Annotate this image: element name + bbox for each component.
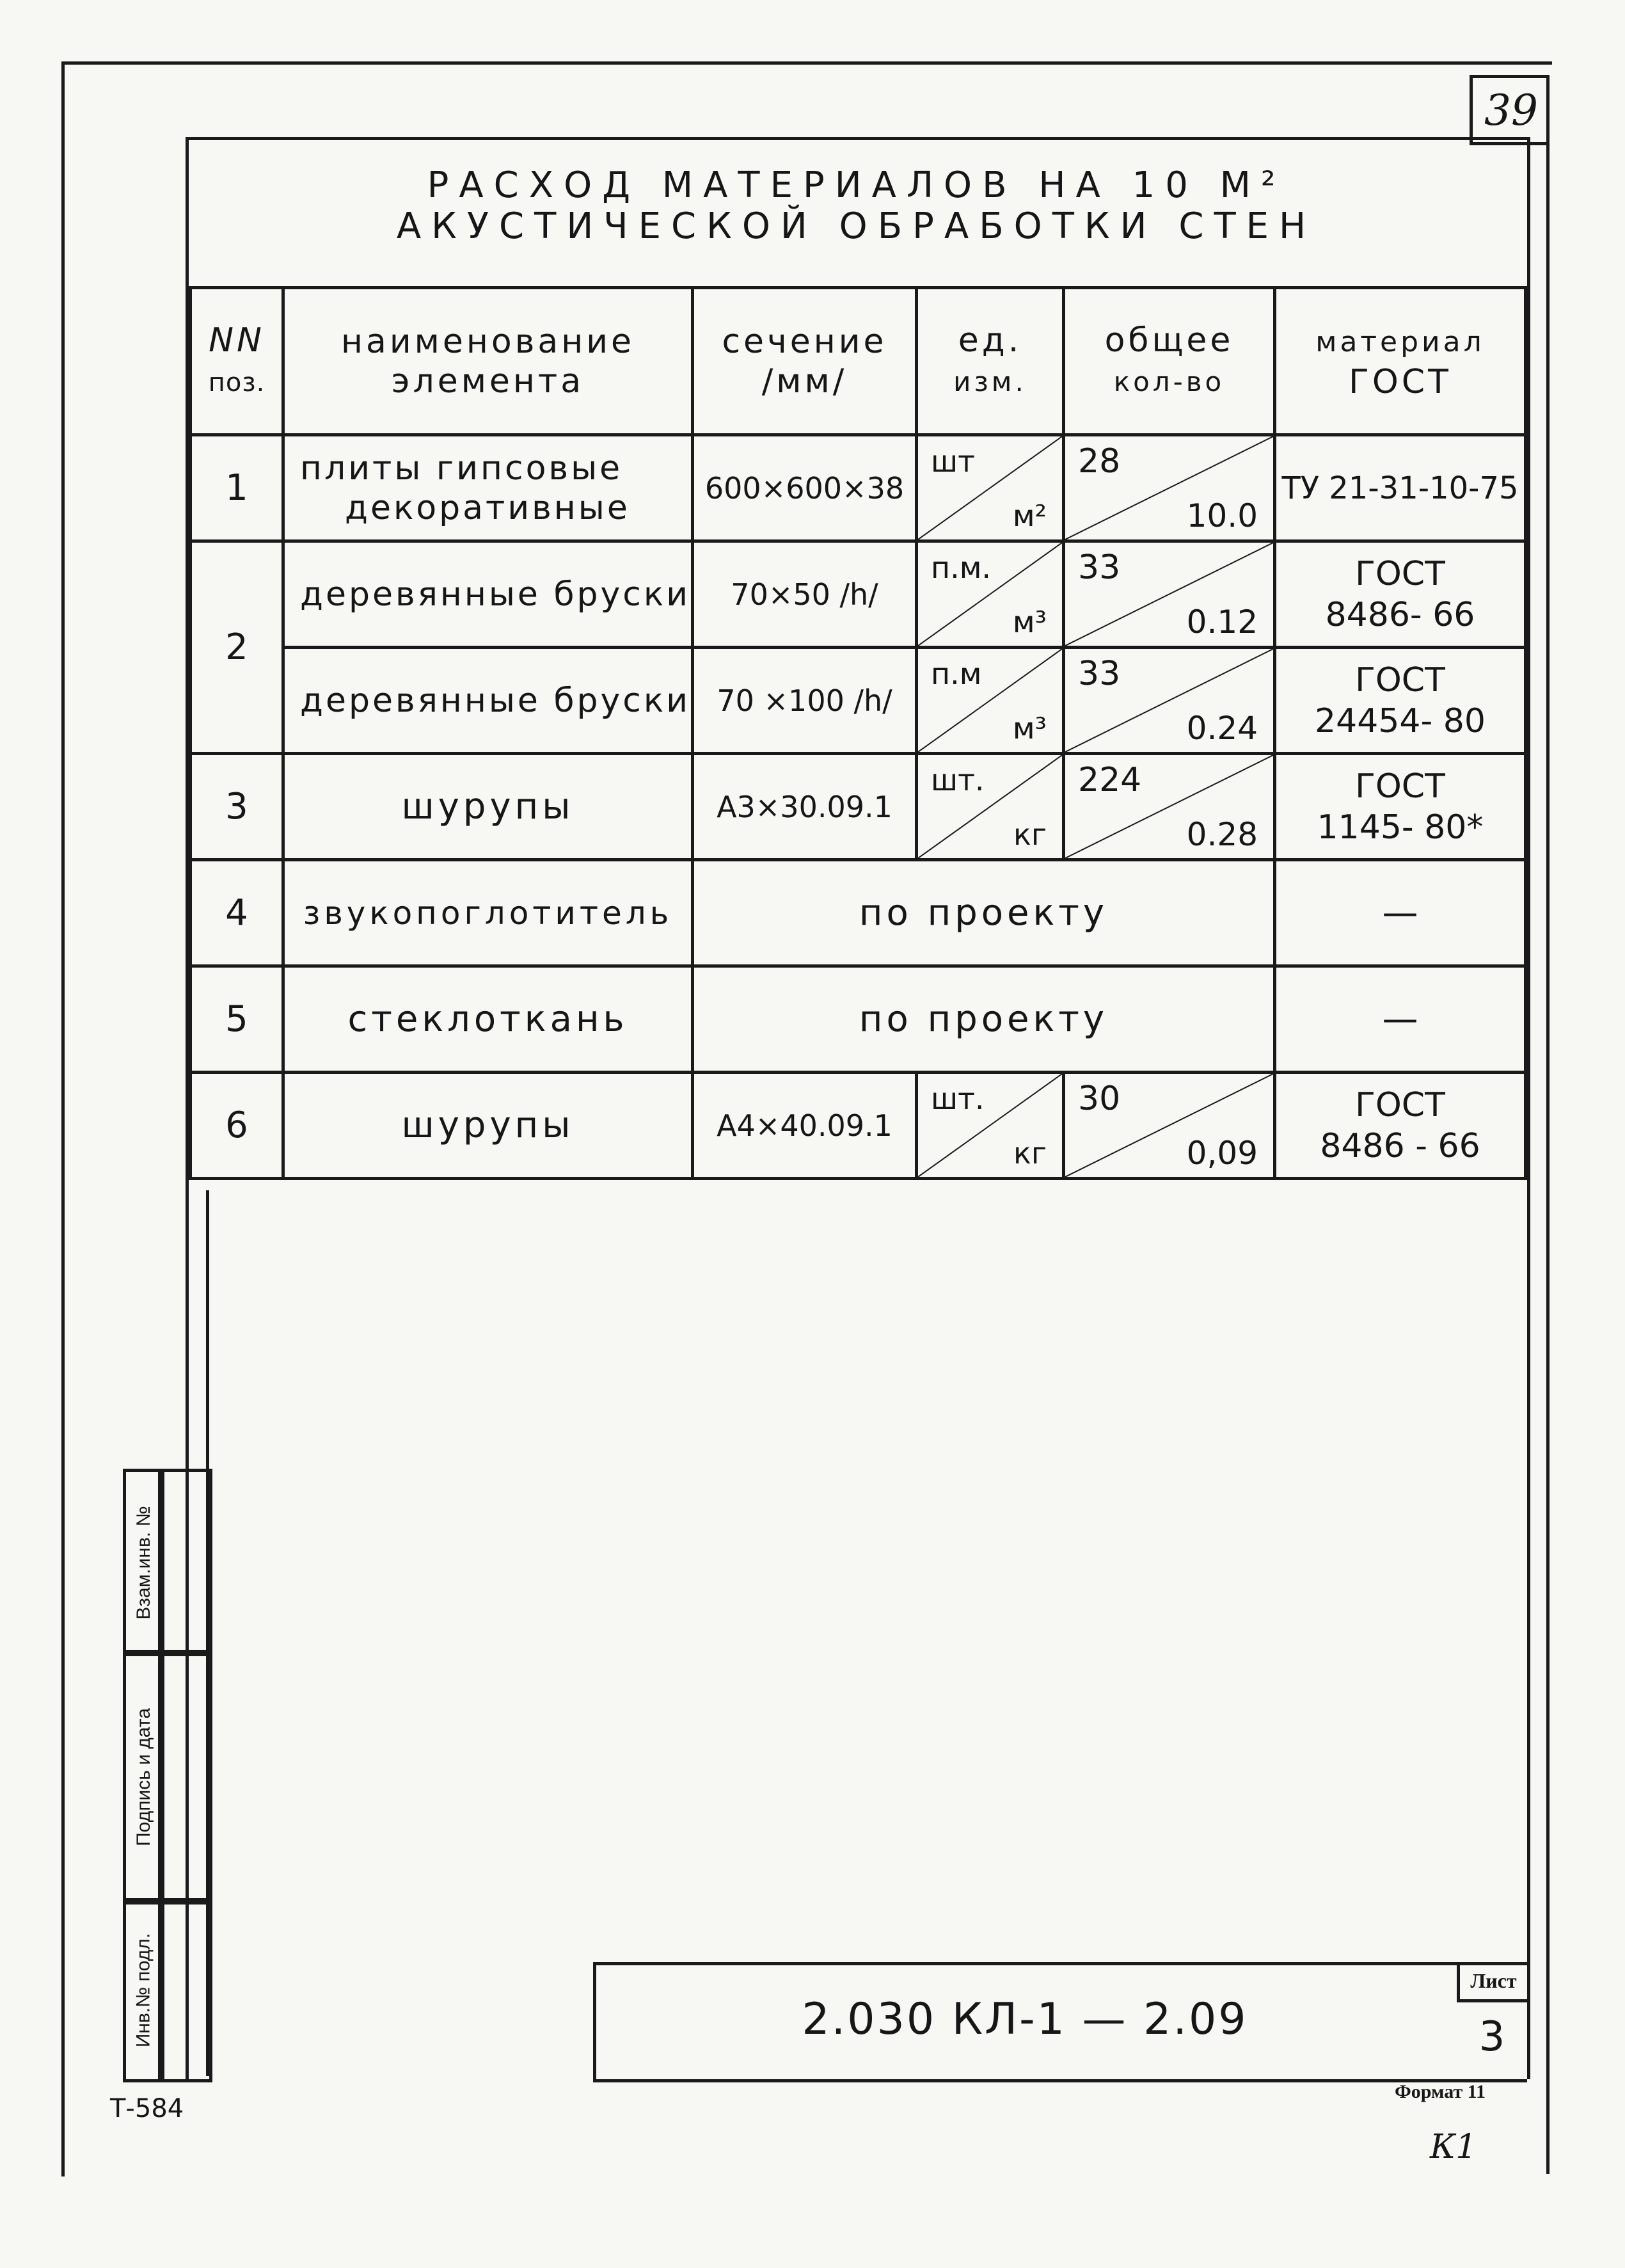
stamp-sign-date-label: Подпись и дата [123,1650,164,1905]
document-code: 2.030 КЛ-1 — 2.09 [802,1993,1248,2045]
signature-mark: К1 [1430,2128,1477,2166]
header-quantity: общее кол-во [1064,288,1275,435]
row-merged-note: по проекту [693,860,1275,966]
table-row [191,860,1526,966]
row-pos: 5 [191,966,283,1073]
stamp-inv-original-value [158,1898,212,2082]
row-quantity: 33 0.24 [1064,648,1275,754]
right-frame-rule [1546,75,1550,2174]
table-row [191,966,1526,1073]
row-pos: 2 [191,541,283,754]
row-quantity: 224 0.28 [1064,754,1275,860]
table-row [191,648,1526,754]
format-label: Формат 11 [1395,2081,1486,2102]
row-section: А4×40.09.1 [693,1073,917,1179]
sheet-label: Лист [1457,1962,1527,2002]
table-header-row [191,288,1526,435]
stamp-inv-original-label: Инв.№ подл. [123,1898,164,2082]
materials-table [189,286,1527,1180]
row-quantity: 28 10.0 [1064,435,1275,541]
table-row [191,435,1526,541]
row-standard: ГОСТ 1145- 80* [1275,754,1526,860]
row-pos: 4 [191,860,283,966]
table-row [191,1073,1526,1179]
row-name: деревянные бруски [283,541,693,648]
document-title [189,165,1524,247]
row-name: звукопоглотитель [283,860,693,966]
row-name: деревянные бруски [283,648,693,754]
header-section: сечение /мм/ [693,288,917,435]
row-unit: шт. кг [917,1073,1064,1179]
row-quantity: 33 0.12 [1064,541,1275,648]
row-section: 70×50 /h/ [693,541,917,648]
row-pos: 6 [191,1073,283,1179]
row-unit: шт. кг [917,754,1064,860]
stamp-replaced-inv-value [158,1469,212,1656]
row-standard: — [1275,860,1526,966]
table-row [191,754,1526,860]
sheet-value: 3 [1478,2013,1505,2061]
row-quantity: 30 0,09 [1064,1073,1275,1179]
stamp-replaced-inv-label: Взам.инв. № [123,1469,164,1656]
row-name: шурупы [283,754,693,860]
row-merged-note: по проекту [693,966,1275,1073]
row-pos: 1 [191,435,283,541]
row-standard: ТУ 21-31-10-75 [1275,435,1526,541]
row-standard: ГОСТ 24454- 80 [1275,648,1526,754]
row-standard: ГОСТ 8486- 66 [1275,541,1526,648]
row-section: А3×30.09.1 [693,754,917,860]
header-unit: ед. изм. [917,288,1064,435]
table-row [191,541,1526,648]
title-line-2: АКУСТИЧЕСКОЙ ОБРАБОТКИ СТЕН [396,205,1317,247]
row-standard: ГОСТ 8486 - 66 [1275,1073,1526,1179]
row-section: 70 ×100 /h/ [693,648,917,754]
header-material: материал ГОСТ [1275,288,1526,435]
row-name: шурупы [283,1073,693,1179]
row-unit: п.м м³ [917,648,1064,754]
row-name: стеклоткань [283,966,693,1073]
inventory-code: Т-584 [110,2094,184,2123]
row-unit: п.м. м³ [917,541,1064,648]
stamp-sign-date-value [158,1650,212,1905]
sheet-number: 39 [1470,75,1550,145]
row-name: плиты гипсовые декоративные [283,435,693,541]
row-unit: шт м² [917,435,1064,541]
title-line-1: РАСХОД МАТЕРИАЛОВ НА 10 М² [427,164,1286,206]
row-section: 600×600×38 [693,435,917,541]
header-pos: NN поз. [191,288,283,435]
header-name: наименование элемента [283,288,693,435]
row-pos: 3 [191,754,283,860]
row-standard: — [1275,966,1526,1073]
